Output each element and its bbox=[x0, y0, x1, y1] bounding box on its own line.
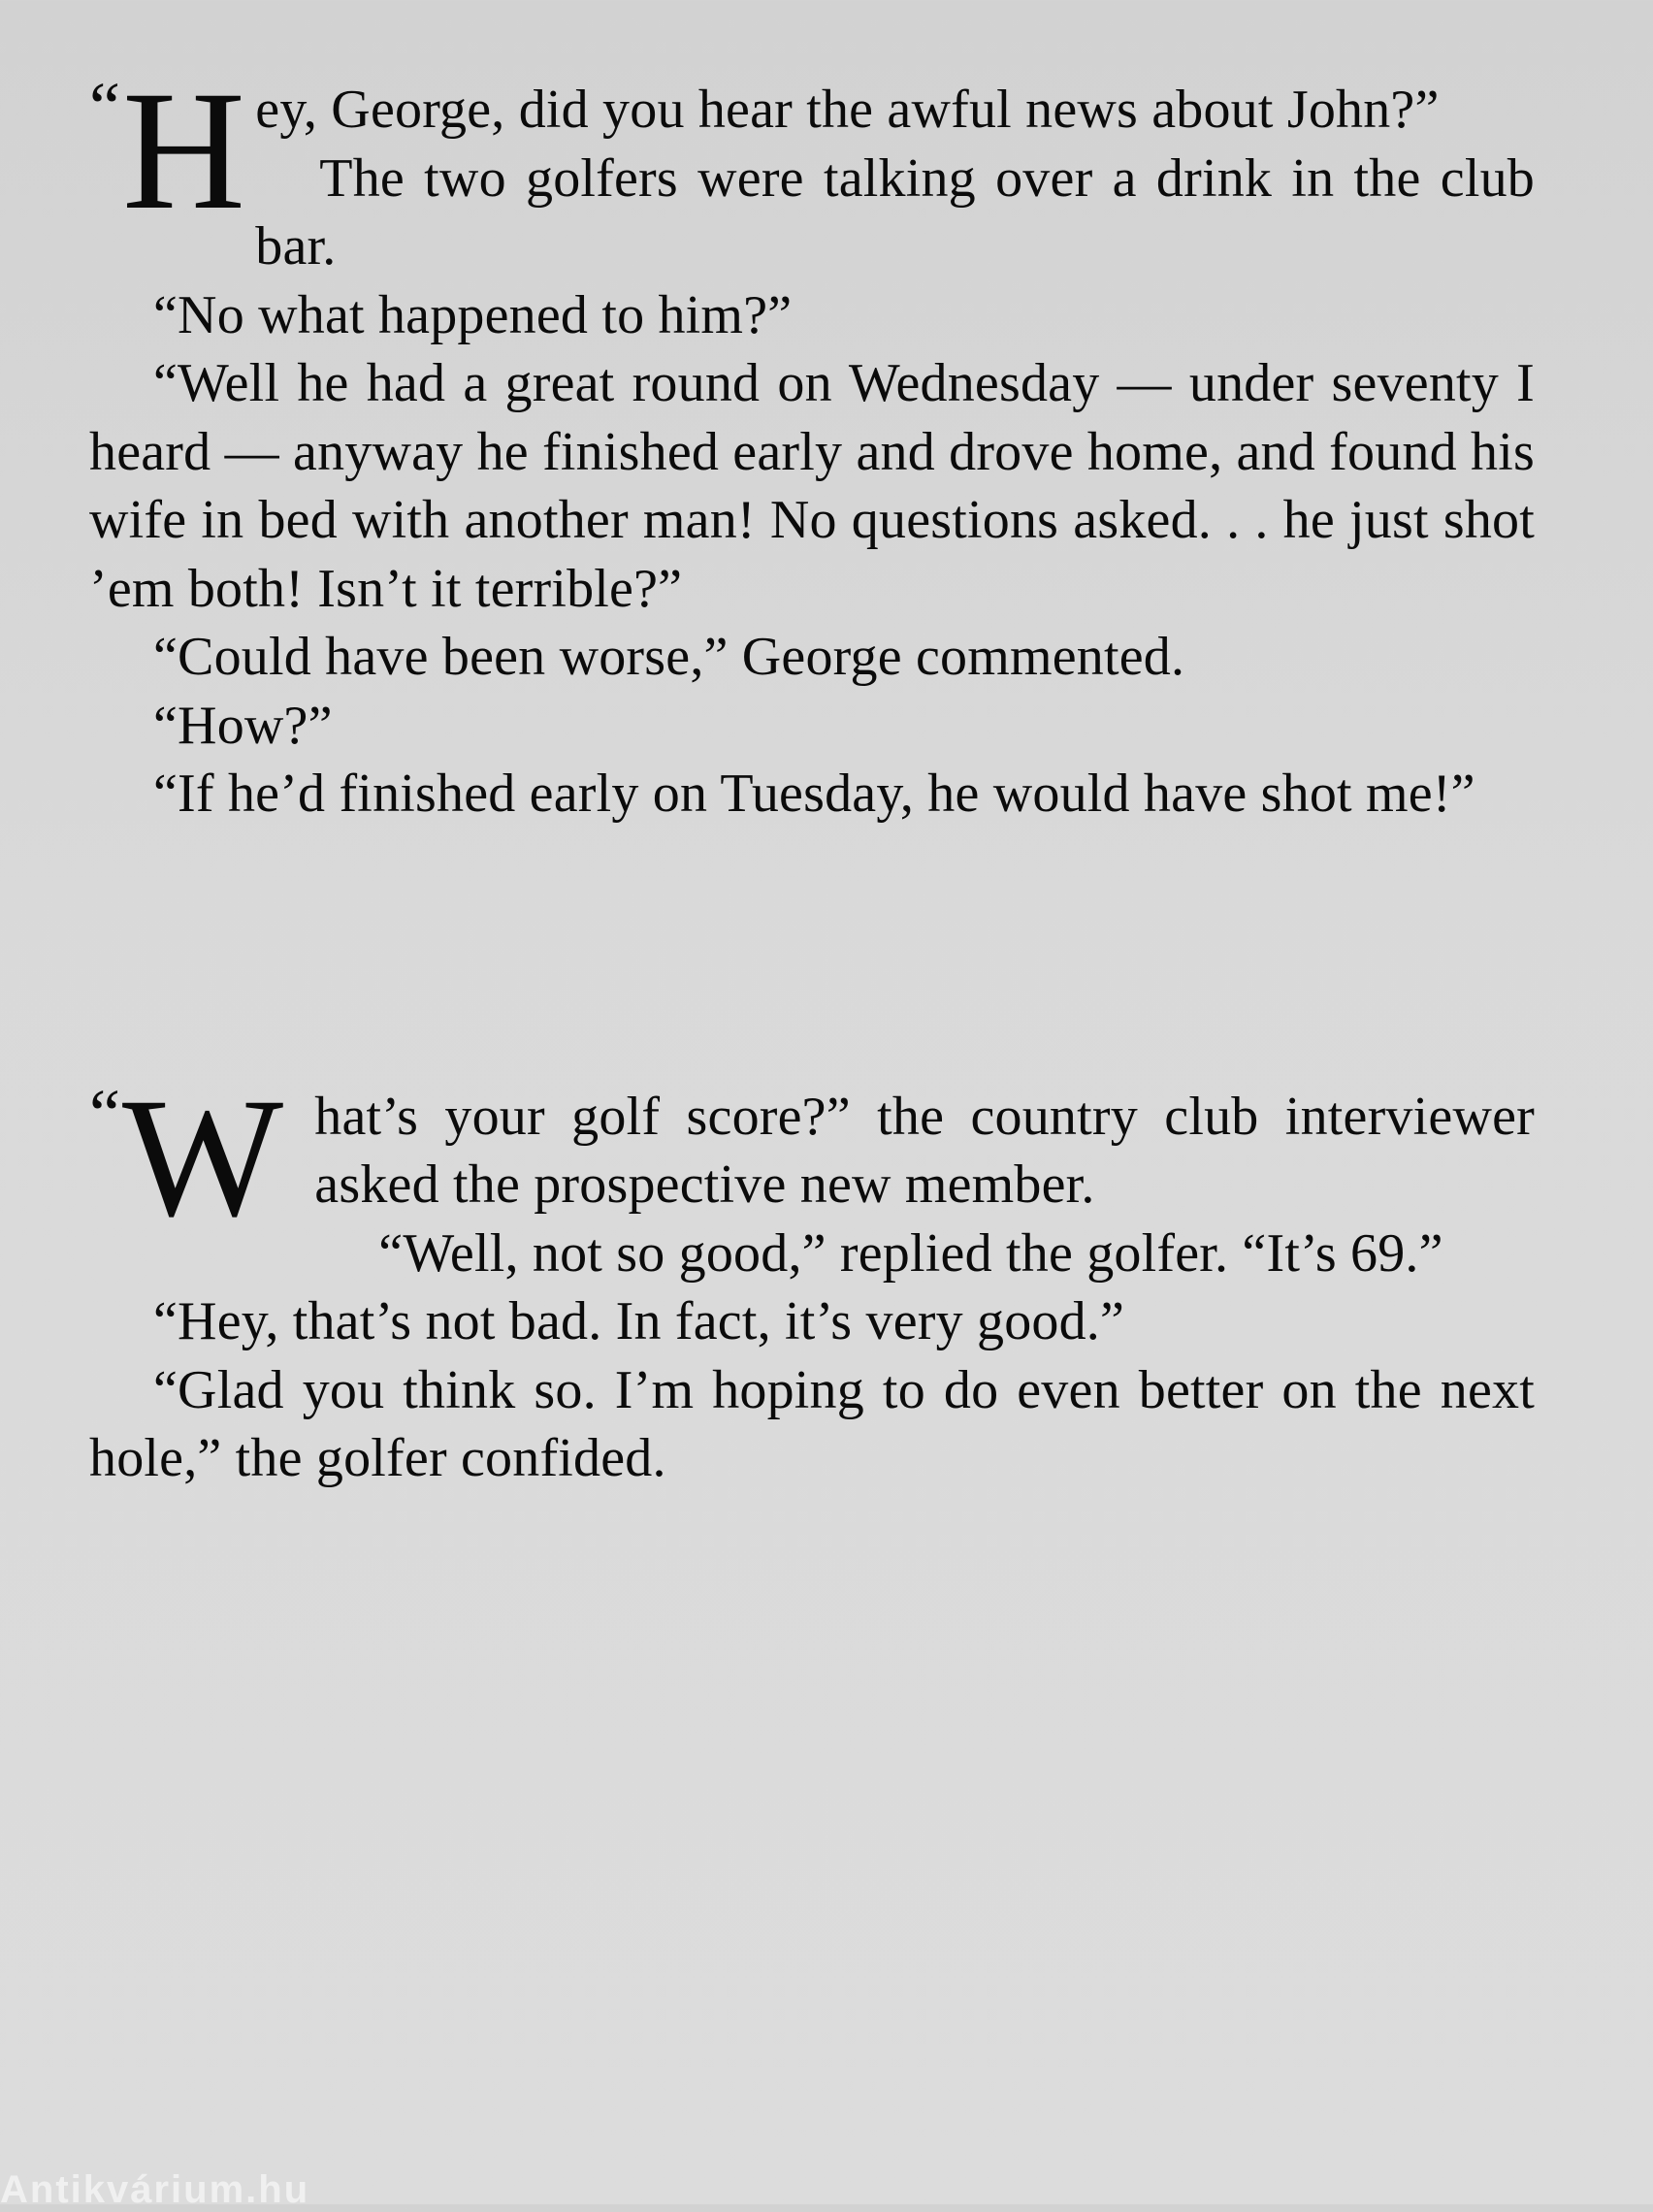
joke-1-paragraph-4: “Well he had a great round on Wednesday — under seventy I heard — anyway he finished early and drove home, and found his wife in bed with another man! No questions asked. . . he just shot ’em both! Isn’t it terrible?” bbox=[89, 353, 1535, 619]
joke-1-paragraph-7: “If he’d finished early on Tuesday, he would have shot me!” bbox=[153, 764, 1475, 824]
joke-1-dropcap-group bbox=[89, 56, 249, 245]
joke-1 bbox=[89, 56, 1535, 829]
joke-1-paragraph-3: “No what happened to him?” bbox=[153, 284, 793, 345]
joke-1-paragraph-6: “How?” bbox=[153, 695, 333, 756]
joke-2-open-quote: “ bbox=[89, 1074, 116, 1153]
joke-1-open-quote: “ bbox=[89, 68, 116, 146]
page bbox=[89, 56, 1535, 1493]
joke-2-paragraph-3: “Hey, that’s not bad. In fact, it’s very good.” bbox=[153, 1291, 1125, 1351]
joke-2-paragraph-1 bbox=[89, 1062, 1535, 1252]
joke-2-dropcap: W bbox=[121, 1062, 284, 1252]
joke-2-paragraph-2: “Well, not so good,” replied the golfer. “It’s 69.” bbox=[378, 1222, 1443, 1284]
joke-1-paragraph-2: The two golfers were talking over a drink in the club bar. bbox=[255, 147, 1535, 276]
joke-2 bbox=[89, 1062, 1535, 1493]
joke-2-paragraph-4: “Glad you think so. I’m hoping to do even better on the next hole,” the golfer confided. bbox=[89, 1359, 1535, 1488]
joke-2-dropcap-group bbox=[89, 1062, 287, 1252]
joke-1-dropcap: H bbox=[121, 56, 246, 245]
watermark: Antikvárium.hu bbox=[0, 2168, 310, 2211]
joke-1-text-1: ey, George, did you hear the awful news about John?” bbox=[255, 80, 1440, 140]
joke-2-text-1: hat’s your golf score?” the country club interviewer asked the prospective new member. bbox=[314, 1086, 1535, 1215]
joke-1-paragraph-5: “Could have been worse,” George commented. bbox=[153, 627, 1185, 687]
